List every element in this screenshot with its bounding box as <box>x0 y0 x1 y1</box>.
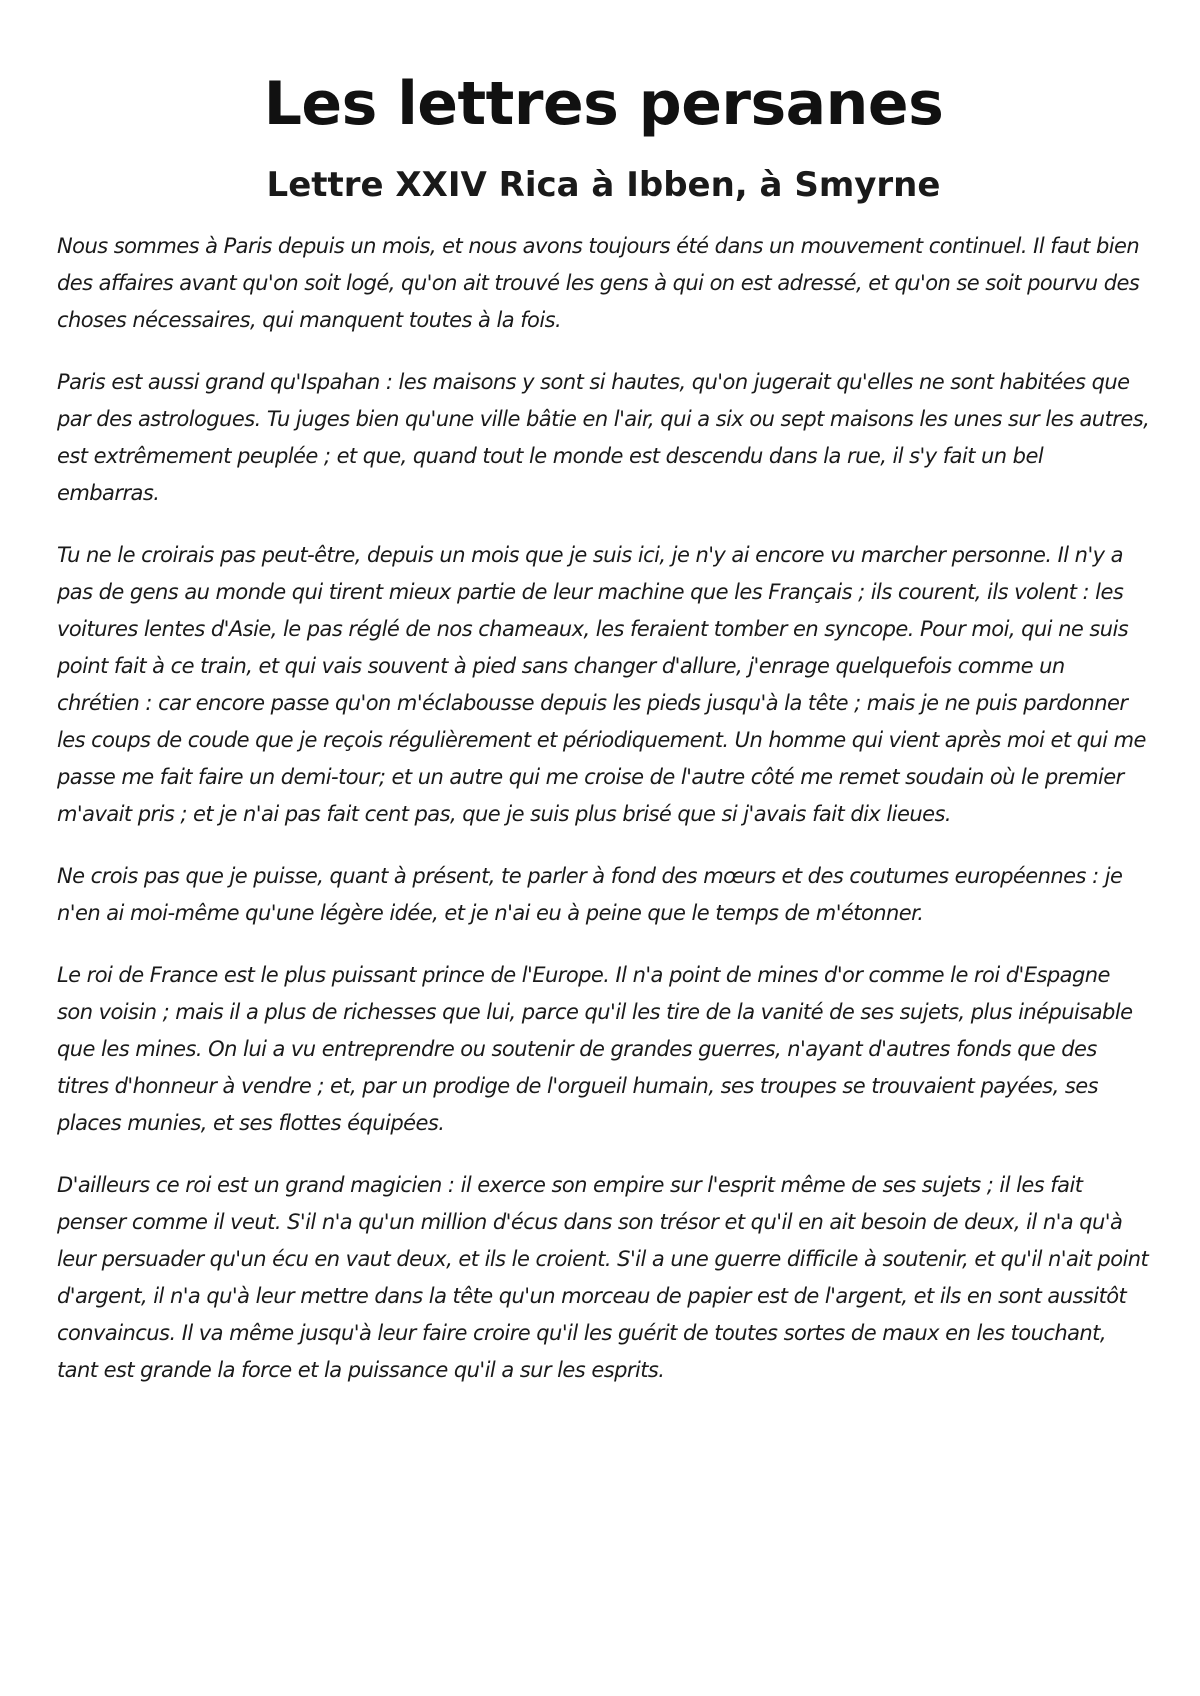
paragraph: D'ailleurs ce roi est un grand magicien : il exerce son empire sur l'esprit même de ses sujets ; il les fait penser comme il veut. S'il n'a qu'un million d'écus dans son trésor et qu'il en ait besoin de deux, il n'a qu'à leur persuader qu'un écu en vaut deux, et ils le croient. S'il a une guerre difficile à soutenir, et qu'il n'ait point d'argent, il n'a qu'à leur mettre dans la tête qu'un morceau de papier est de l'argent, et ils en sont aussitôt convaincus. Il va même jusqu'à leur faire croire qu'il les guérit de toutes sortes de maux en les touchant, tant est grande la force et la puissance qu'il a sur les esprits. <box>57 1173 1149 1382</box>
document-title: Les lettres persanes <box>263 69 944 139</box>
paragraph: Ne crois pas que je puisse, quant à présent, te parler à fond des mœurs et des coutumes européennes : je n'en ai moi-même qu'une légère idée, et je n'ai eu à peine que le temps de m'étonner. <box>57 864 1123 925</box>
paragraph: Paris est aussi grand qu'Ispahan : les maisons y sont si hautes, qu'on jugerait qu'elles ne sont habitées que par des astrologues. Tu juges bien qu'une ville bâtie en l'air, qui a six ou sept maisons les unes sur les autres, est extrêmement peuplée ; et que, quand tout le monde est descendu dans la rue, il s'y fait un bel embarras. <box>57 370 1150 505</box>
paragraph: Le roi de France est le plus puissant prince de l'Europe. Il n'a point de mines d'or comme le roi d'Espagne son voisin ; mais il a plus de richesses que lui, parce qu'il les tire de la vanité de ses sujets, plus inépuisable que les mines. On lui a vu entreprendre ou soutenir de grandes guerres, n'ayant d'autres fonds que des titres d'honneur à vendre ; et, par un prodige de l'orgueil humain, ses troupes se trouvaient payées, ses places munies, et ses flottes équipées. <box>57 963 1133 1135</box>
paragraph: Nous sommes à Paris depuis un mois, et nous avons toujours été dans un mouvement continuel. Il faut bien des affaires avant qu'on soit logé, qu'on ait trouvé les gens à qui on est adressé, et qu'on se soit pourvu des choses nécessaires, qui manquent toutes à la fois. <box>57 234 1140 332</box>
paragraph: Tu ne le croirais pas peut-être, depuis un mois que je suis ici, je n'y ai encore vu marcher personne. Il n'y a pas de gens au monde qui tirent mieux partie de leur machine que les Français ; ils courent, ils volent : les voitures lentes d'Asie, le pas réglé de nos chameaux, les feraient tomber en syncope. Pour moi, qui ne suis point fait à ce train, et qui vais souvent à pied sans changer d'allure, j'enrage quelquefois comme un chrétien : car encore passe qu'on m'éclabousse depuis les pieds jusqu'à la tête ; mais je ne puis pardonner les coups de coude que je reçois régulièrement et périodiquement. Un homme qui vient après moi et qui me passe me fait faire un demi-tour; et un autre qui me croise de l'autre côté me remet soudain où le premier m'avait pris ; et je n'ai pas fait cent pas, que je suis plus brisé que si j'avais fait dix lieues. <box>57 543 1146 826</box>
letter-subtitle: Lettre XXIV Rica à Ibben, à Smyrne <box>266 165 941 205</box>
letter-body <box>57 228 1150 1389</box>
